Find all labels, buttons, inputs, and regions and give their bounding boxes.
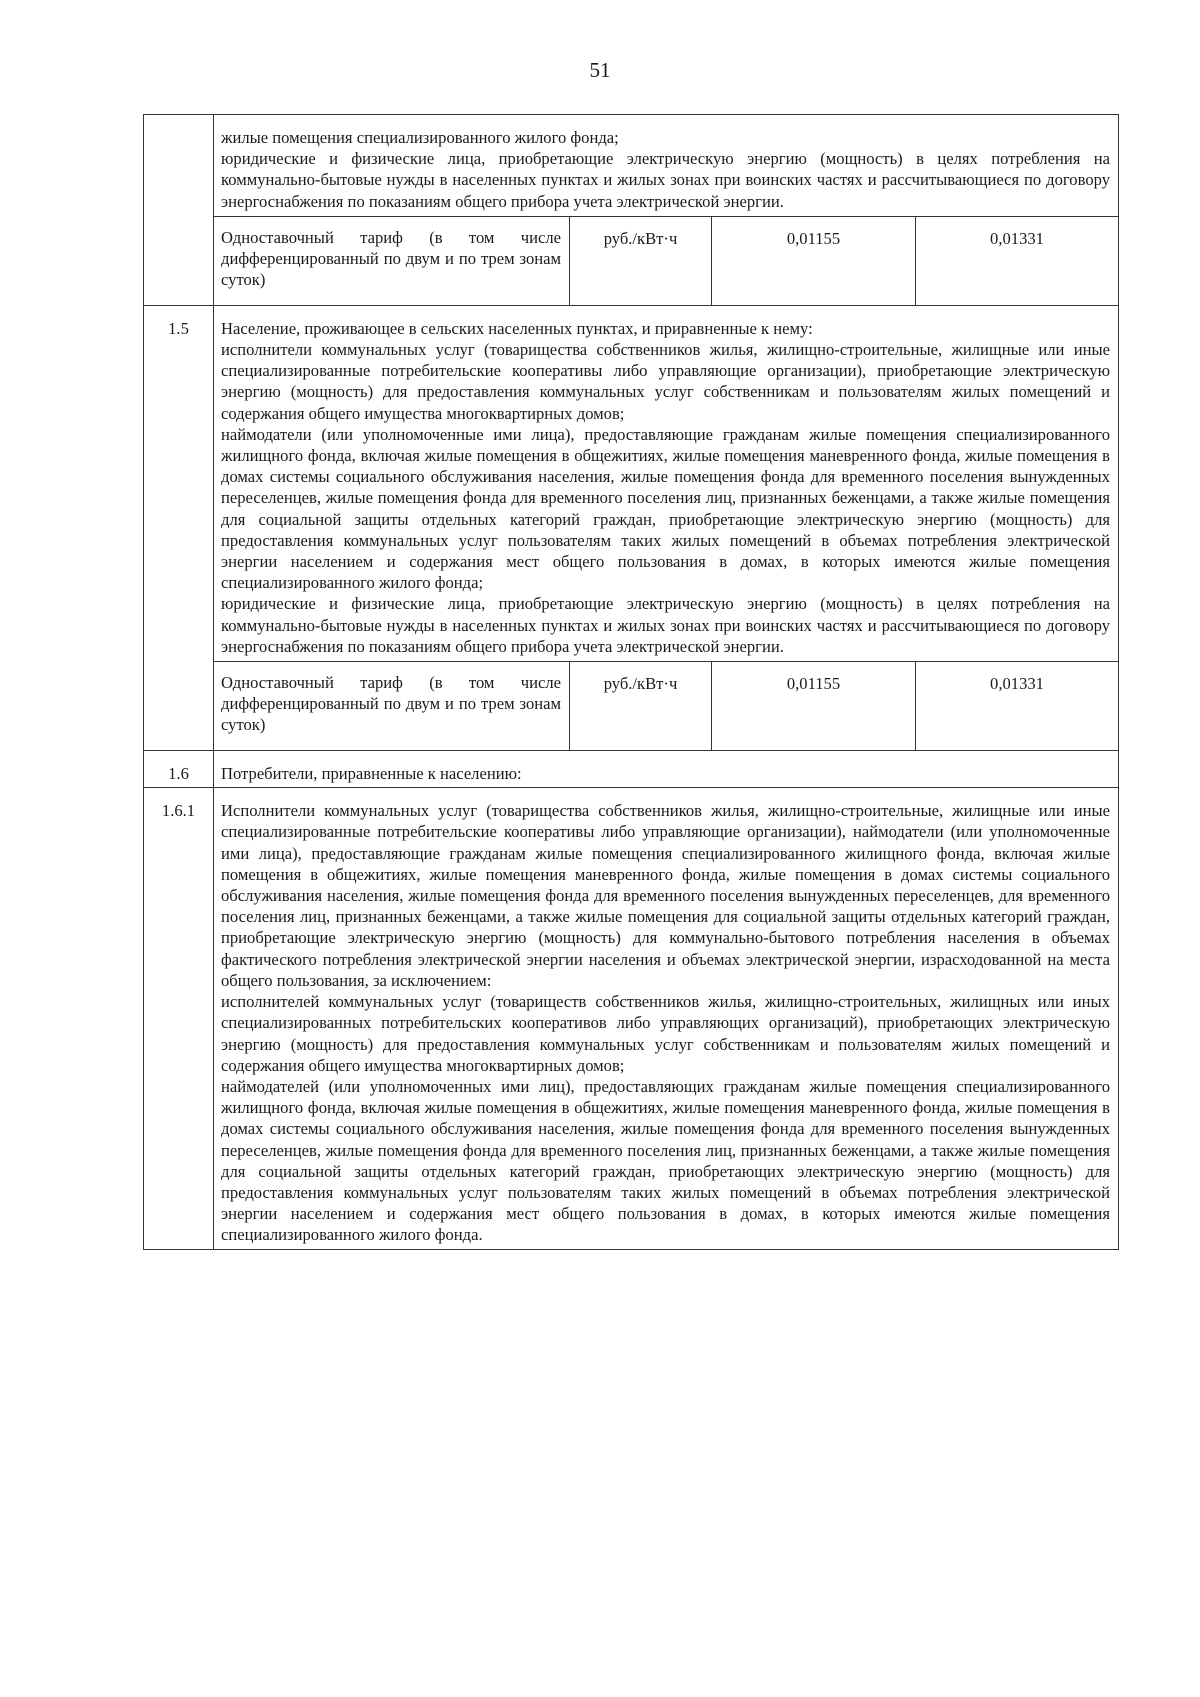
paragraph: юридические и физические лица, приобретающие электрическую энергию (мощность) в целях потребления на коммунально-бытовые нужды в населенных пунктах и жилых зонах при воинских частях и рассчитывающиеся по договору энергоснабжения по показаниям общего прибора учета электрической энергии. [221,149,1110,211]
row-content [214,305,1119,750]
paragraph: жилые помещения специализированного жилого фонда; [221,128,619,147]
paragraph: исполнителей коммунальных услуг (товариществ собственников жилья, жилищно-строительных, жилищных или иных специализированных потребительских кооперативов либо управляющих организаций), приобретающих электрическую энергию (мощность) для предоставления коммунальных услуг собственникам и пользователям жилых помещений и содержания общего имущества многоквартирных домов; [221,992,1110,1075]
tariff-unit: руб./кВт·ч [569,662,711,750]
tariff-label: Одноставочный тариф (в том числе дифференцированный по двум и по трем зонам суток) [221,673,561,735]
table-row-1-5 [144,305,1119,750]
row-content [214,115,1119,306]
table-row-1-6-1 [144,788,1119,1249]
row-description [214,788,1119,1249]
table-row-1-6 [144,751,1119,788]
tariff-value-1: 0,01155 [711,662,915,750]
tariff-value-2: 0,01331 [915,217,1118,305]
tariff-value-1: 0,01155 [711,217,915,305]
row-number-empty [144,115,214,306]
row-number: 1.5 [144,305,214,750]
paragraph: Исполнители коммунальных услуг (товарищества собственников жилья, жилищно-строительные, жилищные или иные специализированные потребительские кооперативы либо управляющие организации), наймодатели (или уполномоченные ими лица), предоставляющие гражданам жилые помещения специализированного жилищного фонда, включая жилые помещения в общежитиях, жилые помещения маневренного фонда, жилые помещения в домах системы социального обслуживания населения, жилые помещения фонда для временного поселения вынужденных переселенцев, для временного поселения лиц, признанных беженцами, а также жилые помещения для социальной защиты отдельных категорий граждан, приобретающие электрическую энергию (мощность) для коммунально-бытового потребления населения в объемах фактического потребления электрической энергии населения и объемах электрической энергии, израсходованной на места общего пользования, за исключением: [221,801,1110,990]
tariff-value-2: 0,01331 [915,662,1118,750]
paragraph: исполнители коммунальных услуг (товарищества собственников жилья, жилищно-строительные, жилищные или иные специализированные потребительские кооперативы либо управляющие организации), приобретающие электрическую энергию (мощность) для предоставления коммунальных услуг собственникам и пользователям жилых помещений и содержания общего имущества многоквартирных домов; [221,340,1110,423]
tariff-row [214,661,1118,750]
row-description [214,115,1118,216]
tariff-label: Одноставочный тариф (в том числе дифференцированный по двум и по трем зонам суток) [221,227,561,290]
table-row-continuation [144,115,1119,306]
page-number: 51 [589,58,611,82]
row-description [214,306,1118,661]
paragraph: юридические и физические лица, приобретающие электрическую энергию (мощность) в целях потребления на коммунально-бытовые нужды в населенных пунктах и жилых зонах при воинских частях и рассчитывающиеся по договору энергоснабжения по показаниям общего прибора учета электрической энергии. [221,594,1110,656]
paragraph: наймодатели (или уполномоченные ими лица), предоставляющие гражданам жилые помещения специализированного жилищного фонда, включая жилые помещения в общежитиях, жилые помещения маневренного фонда, жилые помещения в домах системы социального обслуживания населения, жилые помещения фонда для временного поселения вынужденных переселенцев, жилые помещения фонда для временного поселения лиц, признанных беженцами, а также жилые помещения для социальной защиты отдельных категорий граждан, приобретающие электрическую энергию (мощность) для предоставления коммунальных услуг пользователям таких жилых помещений в объемах потребления электрической энергии населением и содержания мест общего пользования в домах, в которых имеются жилые помещения специализированного жилого фонда; [221,424,1110,593]
paragraph: Население, проживающее в сельских населенных пунктах, и приравненные к нему: [221,318,813,338]
paragraph: наймодателей (или уполномоченных ими лиц), предоставляющих гражданам жилые помещения специализированного жилищного фонда, включая жилые помещения в общежитиях, жилые помещения маневренного фонда, жилые помещения в домах системы социального обслуживания населения, жилые помещения фонда для временного поселения вынужденных переселенцев, жилые помещения фонда для временного поселения лиц, признанных беженцами, а также жилые помещения для социальной защиты отдельных категорий граждан, приобретающих электрическую энергию (мощность) для предоставления коммунальных услуг пользователям таких жилых помещений в объемах потребления электрической энергии населением и содержания мест общего пользования в домах, в которых имеются жилые помещения специализированного жилого фонда. [221,1076,1110,1245]
tariff-table [143,114,1119,1250]
tariff-unit: руб./кВт·ч [569,217,711,305]
tariff-row [214,216,1118,305]
row-number: 1.6 [144,751,214,788]
row-number: 1.6.1 [144,788,214,1249]
row-description: Потребители, приравненные к населению: [214,751,1119,788]
